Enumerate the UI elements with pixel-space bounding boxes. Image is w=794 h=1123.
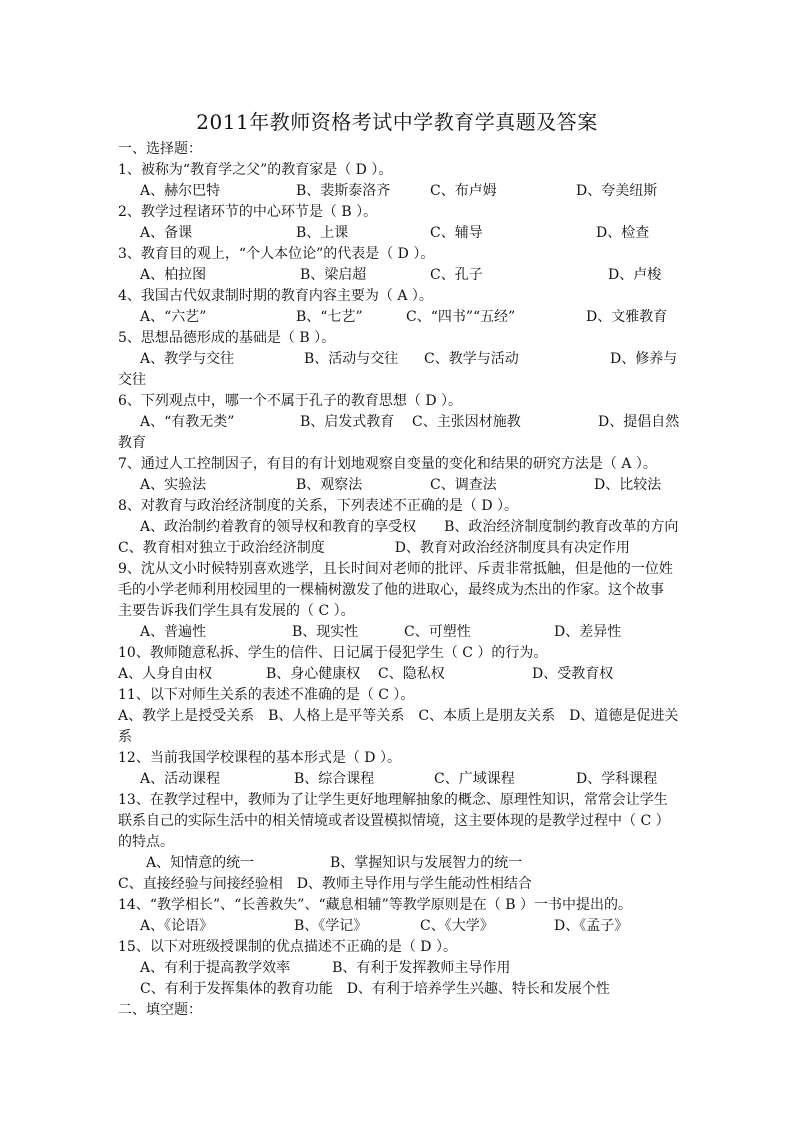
- question-line: 4、我国古代奴隶制时期的教育内容主要为（ A ）。: [118, 288, 433, 304]
- question-line: 9、沈从文小时候特别喜欢逃学，且长时间对老师的批评、斥责非常抵触，但是他的一位姓: [118, 561, 673, 577]
- option-a: A、“六艺”: [140, 309, 207, 325]
- question-line: 联系自己的实际生活中的相关情境或者设置模拟情境，这主要体现的是教学过程中（ C ）: [118, 813, 670, 829]
- question-line: 7、通过人工控制因子，有目的有计划地观察自变量的变化和结果的研究方法是（ A ）。: [118, 456, 657, 472]
- option-a: A、《论语》: [140, 918, 214, 934]
- option-b: B、梁启超: [300, 267, 367, 283]
- option-b: B、身心健康权: [266, 666, 361, 682]
- option-c: C、广域课程: [434, 771, 515, 787]
- option-d: D、卢梭: [608, 267, 662, 283]
- option-a: A、普遍性: [140, 624, 207, 640]
- option-d: D、提倡自然: [598, 414, 680, 430]
- option-line: A、有利于提高教学效率 B、有利于发挥教师主导作用: [140, 960, 511, 976]
- question-line: 12、当前我国学校课程的基本形式是（ D ）。: [118, 750, 401, 766]
- section-heading: 一、选择题：: [118, 141, 202, 157]
- option-d: D、夸美纽斯: [576, 183, 658, 199]
- option-d: D、差异性: [554, 624, 622, 640]
- option-b: B、观察法: [296, 477, 363, 493]
- option-line: C、有利于发挥集体的教育功能 D、有利于培养学生兴趣、特长和发展个性: [140, 981, 610, 997]
- option-d: D、比较法: [594, 477, 662, 493]
- option-c: C、辅导: [430, 225, 483, 241]
- option-c: C、调查法: [430, 477, 497, 493]
- option-c: C、“四书”“五经”: [406, 309, 516, 325]
- option-a: A、人身自由权: [118, 666, 213, 682]
- section-heading: 二、填空题：: [118, 1002, 202, 1018]
- option-a: A、柏拉图: [140, 267, 207, 283]
- option-a: A、教学与交往: [140, 351, 235, 367]
- option-line: C、直接经验与间接经验相 D、教师主导作用与学生能动性相结合: [118, 876, 532, 892]
- option-b: B、上课: [296, 225, 349, 241]
- continuation-line: 交往: [118, 372, 146, 388]
- option-line: C、教育相对独立于政治经济制度 D、教育对政治经济制度具有决定作用: [118, 540, 630, 556]
- continuation-line: 系: [118, 729, 132, 745]
- option-d: D、文雅教育: [586, 309, 668, 325]
- option-c: C、隐私权: [378, 666, 445, 682]
- option-a: A、赫尔巴特: [140, 183, 221, 199]
- option-a: A、备课: [140, 225, 193, 241]
- option-a: A、活动课程: [140, 771, 221, 787]
- question-line: 2、教学过程诸环节的中心环节是（ B ）。: [118, 204, 378, 220]
- option-c: C、《大学》: [420, 918, 494, 934]
- question-line: 1、被称为“教育学之父”的教育家是（ D ）。: [118, 162, 393, 178]
- page-title: 2011年教师资格考试中学教育学真题及答案: [196, 110, 598, 134]
- option-a: A、知情意的统一: [146, 855, 255, 871]
- question-line: 11、以下对师生关系的表述不准确的是（ C ）。: [118, 687, 415, 703]
- question-line: 13、在教学过程中，教师为了让学生更好地理解抽象的概念、原理性知识，常常会让学生: [118, 792, 668, 808]
- option-d: D、检查: [596, 225, 650, 241]
- option-d: D、学科课程: [576, 771, 658, 787]
- option-c: C、主张因材施教: [412, 414, 521, 430]
- question-line: 的特点。: [118, 834, 174, 850]
- question-line: 主要告诉我们学生具有发展的（ C ）。: [118, 603, 355, 619]
- option-line: A、教学上是授受关系 B、人格上是平等关系 C、本质上是朋友关系 D、道德是促进关: [118, 708, 679, 724]
- option-b: B、活动与交往: [304, 351, 399, 367]
- option-line: A、政治制约着教育的领导权和教育的享受权 B、政治经济制度制约教育改革的方向: [140, 519, 679, 535]
- option-d: D、受教育权: [532, 666, 614, 682]
- option-b: B、启发式教育: [300, 414, 395, 430]
- option-b: B、《学记》: [294, 918, 368, 934]
- option-c: C、布卢姆: [430, 183, 497, 199]
- question-line: 15、以下对班级授课制的优点描述不正确的是（ D ）。: [118, 939, 457, 955]
- option-c: C、教学与活动: [424, 351, 519, 367]
- option-d: D、《孟子》: [554, 918, 629, 934]
- question-line: 10、教师随意私拆、学生的信件、日记属于侵犯学生（ C ）的行为。: [118, 645, 548, 661]
- option-b: B、综合课程: [294, 771, 375, 787]
- continuation-line: 教育: [118, 435, 146, 451]
- option-d: D、修养与: [610, 351, 678, 367]
- option-b: B、裴斯泰洛齐: [296, 183, 391, 199]
- option-c: C、可塑性: [404, 624, 471, 640]
- question-line: 3、教育目的观上，“个人本位论”的代表是（ D ）。: [118, 246, 435, 262]
- option-c: C、孔子: [430, 267, 483, 283]
- option-a: A、实验法: [140, 477, 207, 493]
- question-line: 毛的小学老师利用校园里的一棵楠树激发了他的进取心，最终成为杰出的作家。这个故事: [118, 582, 664, 598]
- option-b: B、现实性: [292, 624, 359, 640]
- question-line: 8、对教育与政治经济制度的关系，下列表述不正确的是（ D ）。: [118, 498, 519, 514]
- question-line: 6、下列观点中，哪一个不属于孔子的教育思想（ D ）。: [118, 393, 463, 409]
- question-line: 5、思想品德形成的基础是（ B ）。: [118, 330, 336, 346]
- option-a: A、“有教无类”: [140, 414, 235, 430]
- option-b: B、掌握知识与发展智力的统一: [330, 855, 523, 871]
- option-b: B、“七艺”: [296, 309, 363, 325]
- question-line: 14、“教学相长”、“长善救失”、“藏息相辅”等教学原则是在（ B ）一书中提出的。: [118, 897, 632, 913]
